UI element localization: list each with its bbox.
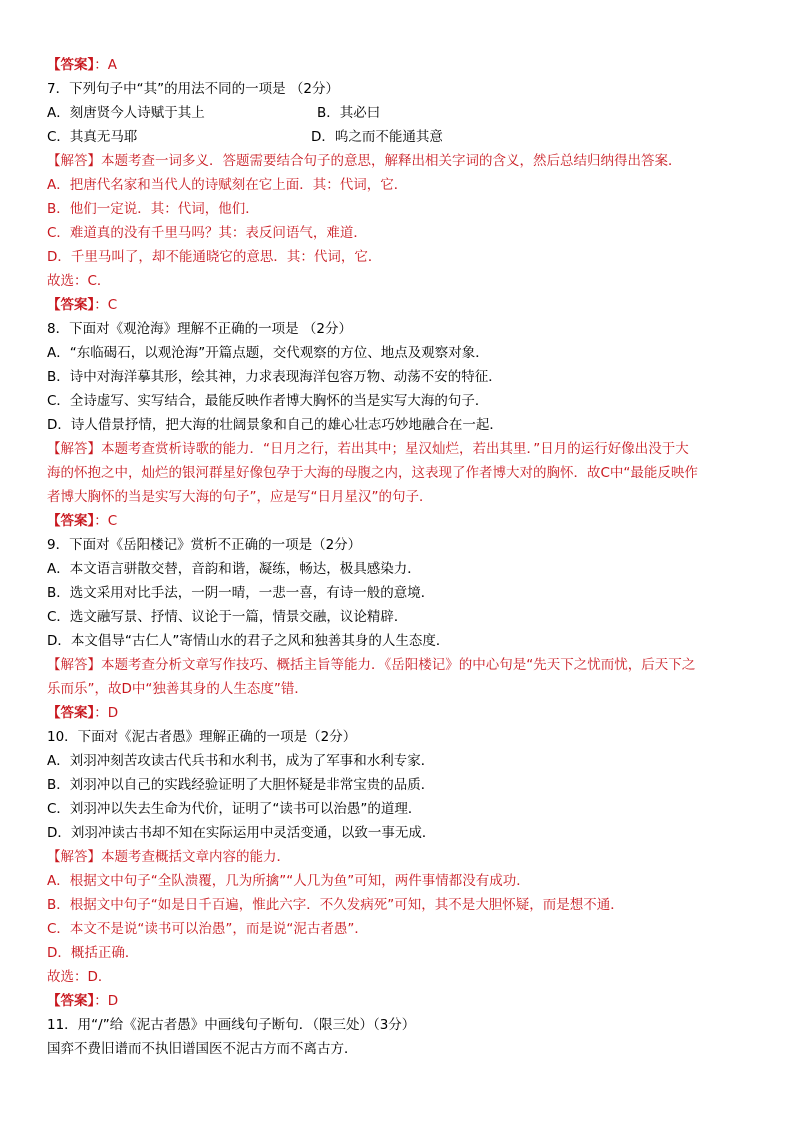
answer-value: ：C: [94, 297, 118, 313]
question-line: D．本文倡导“古仁人”寄情山水的君子之风和独善其身的人生态度．: [47, 633, 450, 649]
question-line: D．诗人借景抒情，把大海的壮阔景象和自己的雄心壮志巧妙地融合在一起．: [47, 417, 503, 433]
explanation-line: 海的怀抱之中，灿烂的银河群星好像包孕于大海的母腹之内，这表现了作者博大对的胸怀．故C中“最能反映作: [47, 465, 698, 481]
answer-value: ：D: [94, 993, 119, 1009]
answer-line: [47, 989, 762, 1013]
explanation-line: 故选：C．: [47, 273, 111, 289]
question-line: A．“东临碣石，以观沧海”开篇点题，交代观察的方位、地点及观察对象．: [47, 345, 489, 361]
answer-line: [47, 293, 762, 317]
answer-line: [47, 509, 762, 533]
question-line: A．刘羽冲刻苦攻读古代兵书和水利书，成为了军事和水利专家．: [47, 753, 435, 769]
question-line: 10．下面对《泥古者愚》理解正确的一项是（2分）: [47, 729, 357, 745]
explanation-line: 【解答】本题考查一词多义．答题需要结合句子的意思，解释出相关字词的含义，然后总结归纳得出答案．: [47, 153, 682, 169]
explanation-line: 【解答】本题考查分析文章写作技巧、概括主旨等能力．《岳阳楼记》的中心句是“先天下之忧而忧，后天下之: [47, 657, 696, 673]
option-right: B．其必曰: [317, 105, 381, 121]
question-line: B．诗中对海洋摹其形，绘其神，力求表现海洋包容万物、动荡不安的特征．: [47, 369, 502, 385]
option-left: C．其真无马耶: [47, 129, 138, 145]
explanation-line: A．根据文中句子“全队溃覆，几为所擒”“人几为鱼”可知，两件事情都没有成功．: [47, 873, 530, 889]
question-line: D．刘羽冲读古书却不知在实际运用中灵活变通，以致一事无成．: [47, 825, 436, 841]
answer-tag: 【答案】: [47, 705, 95, 721]
answer-line: [47, 701, 762, 725]
option-right: D．呜之而不能通其意: [311, 129, 443, 145]
question-line: C．选文融写景、抒情、议论于一篇，情景交融，议论精辟．: [47, 609, 408, 625]
question-line: A．本文语言骈散交替，音韵和谐，凝练，畅达，极具感染力．: [47, 561, 421, 577]
explanation-line: C．本文不是说“读书可以治愚”，而是说“泥古者愚”．: [47, 921, 368, 937]
answer-tag: 【答案】: [47, 297, 95, 313]
answer-tag: 【答案】: [47, 513, 95, 529]
explanation-line: 【解答】本题考查概括文章内容的能力．: [47, 849, 290, 865]
answer-value: ：D: [94, 705, 119, 721]
answer-tag: 【答案】: [47, 993, 95, 1009]
option-pair-line: [47, 125, 762, 149]
option-left: A．刻唐贤今人诗赋于其上: [47, 105, 205, 121]
answer-tag: 【答案】: [47, 57, 95, 73]
option-pair-line: [47, 101, 762, 125]
explanation-line: A．把唐代名家和当代人的诗赋刻在它上面．其：代词，它．: [47, 177, 408, 193]
question-line: 8．下面对《观沧海》理解不正确的一项是 （2分）: [47, 321, 352, 337]
question-line: B．选文采用对比手法，一阴一晴，一悲一喜，有诗一般的意境．: [47, 585, 435, 601]
explanation-line: 【解答】本题考查赏析诗歌的能力．“日月之行，若出其中；星汉灿烂，若出其里．”日月的运行好像出没于大: [47, 441, 689, 457]
question-line: 11．用“/”给《泥古者愚》中画线句子断句．（限三处）（3分）: [47, 1017, 416, 1033]
answer-line: [47, 53, 762, 77]
explanation-line: D．概括正确．: [47, 945, 139, 961]
question-line: 国弈不费旧谱而不执旧谱国医不泥古方而不离古方．: [47, 1041, 358, 1057]
question-line: C．全诗虚写、实写结合，最能反映作者博大胸怀的当是实写大海的句子．: [47, 393, 489, 409]
explanation-line: 者博大胸怀的当是实写大海的句子”，应是写“日月星汉”的句子．: [47, 489, 433, 505]
explanation-line: B．根据文中句子“如是日千百遍，惟此六字．不久发病死”可知，其不是大胆怀疑，而是想不通．: [47, 897, 624, 913]
answer-value: ：A: [94, 57, 117, 73]
question-line: B．刘羽冲以自己的实践经验证明了大胆怀疑是非常宝贵的品质．: [47, 777, 435, 793]
document-page: [47, 53, 762, 1061]
question-line: C．刘羽冲以失去生命为代价，证明了“读书可以治愚”的道理．: [47, 801, 422, 817]
explanation-line: C．难道真的没有千里马吗？其：表反问语气，难道．: [47, 225, 367, 241]
question-line: 9．下面对《岳阳楼记》赏析不正确的一项是（2分）: [47, 537, 362, 553]
explanation-line: D．千里马叫了，却不能通晓它的意思．其：代词，它．: [47, 249, 382, 265]
explanation-line: B．他们一定说．其：代词，他们．: [47, 201, 259, 217]
explanation-line: 乐而乐”，故D中“独善其身的人生态度”错．: [47, 681, 308, 697]
explanation-line: 故选：D．: [47, 969, 112, 985]
question-line: 7．下列句子中“其”的用法不同的一项是 （2分）: [47, 81, 339, 97]
answer-value: ：C: [94, 513, 118, 529]
